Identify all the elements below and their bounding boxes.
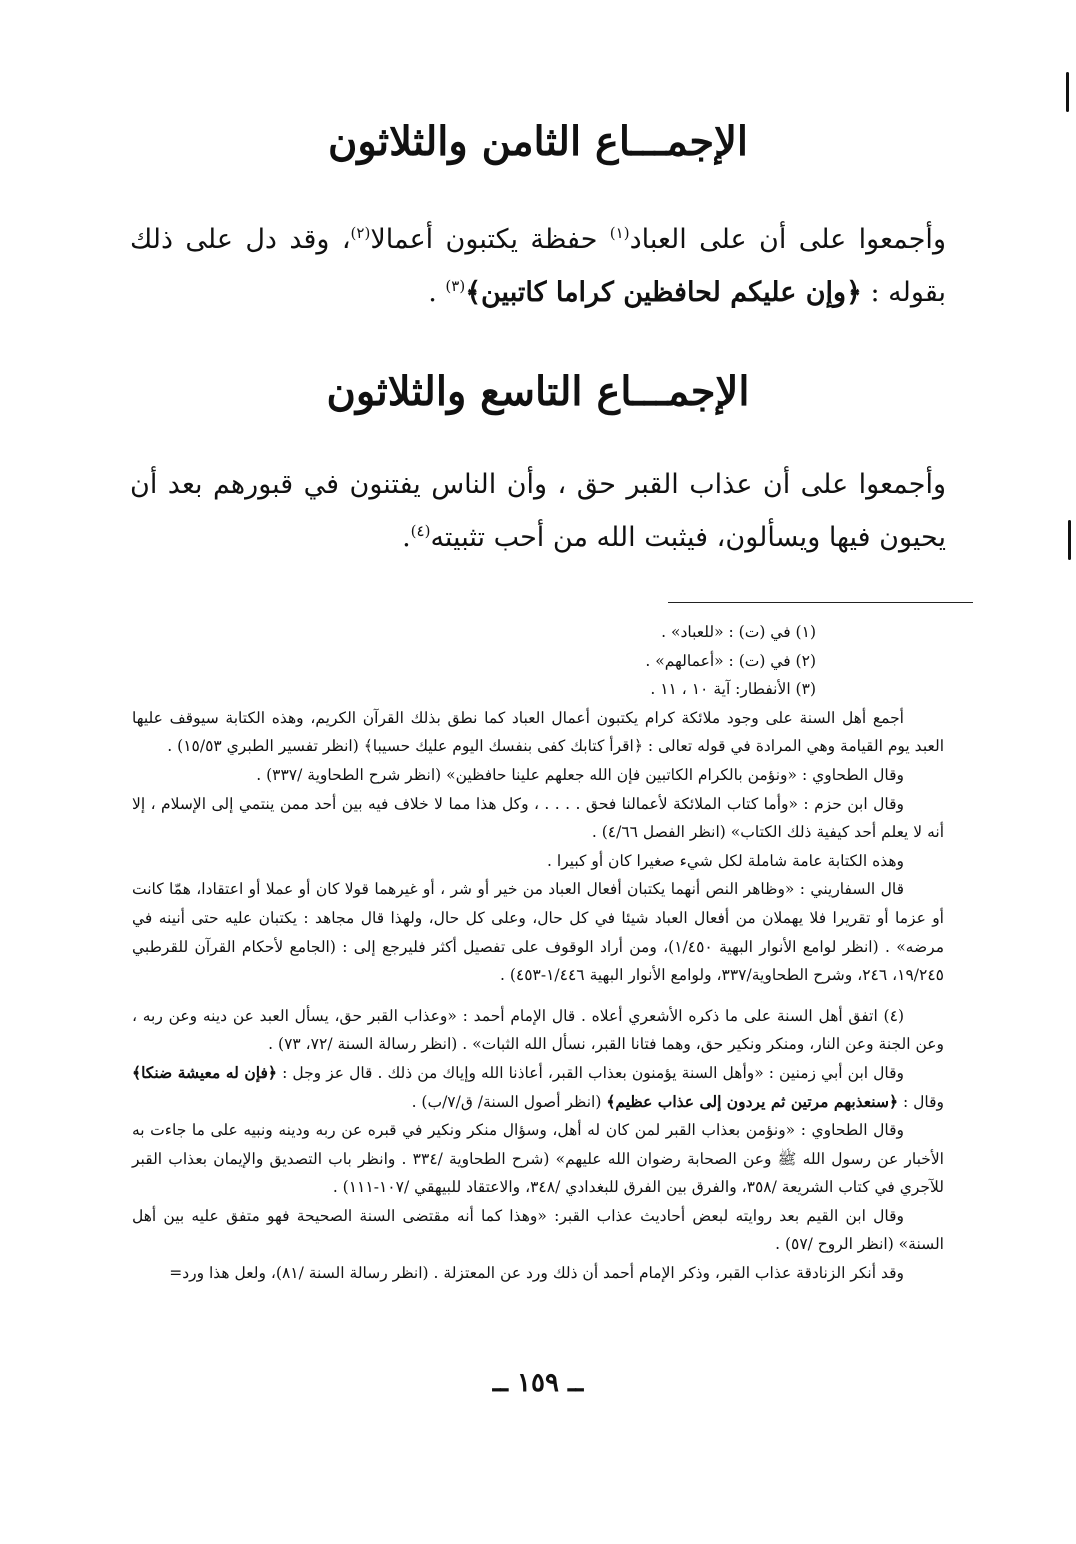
footnote-1: (١) في (ت) : «للعباد» . xyxy=(661,623,816,641)
footnote-ref-3[interactable]: (٣) xyxy=(445,277,466,295)
footnote-3-para-3: وقال ابن حزم : «وأما كتاب الملائكة لأعمالنا فحق . . . . ، وكل هذا مما لا خلاف فيه بين أحد ممن ينتمي إلى الإسلام ، إلا أنه لا يعلم أحد كيفية ذلك الكتاب» (انظر الفصل ٤/٦٦) . xyxy=(132,794,944,842)
text-38-after: ، وقد دل على ذلك بقوله : xyxy=(130,224,946,308)
footnote-4-para-2 xyxy=(132,1059,944,1116)
footnote-4-para-2-c: (انظر أصول السنة/ ق/٧/ب) . xyxy=(411,1092,607,1111)
footnotes xyxy=(132,618,944,1288)
footnote-4-para-2-b: وقال : xyxy=(898,1092,944,1111)
footnote-separator xyxy=(668,602,973,603)
footnote-4-para-2-a: وقال ابن أبي زمنين : «وأهل السنة يؤمنون بعذاب القبر، أعاذنا الله وإياك من ذلك . قال عز وجل : xyxy=(277,1063,905,1082)
page-number: ــ ١٥٩ ــ xyxy=(492,1368,584,1398)
scan-mark-middle xyxy=(1068,520,1071,560)
text-38-mid: حفظة يكتبون أعمالا xyxy=(370,224,610,255)
footnote-3-para-5: قال السفاريني : «وظاهر النص أنهما يكتبان أفعال العباد من خير أو شر ، أو غيرهما قولا كان أو عملا أو اعتقادا، همّا كانت أو عزما أو تقريرا فلا يهملان من أفعال العباد شيئا في كل حال، وعلى كل حال، ولهذا قال مجاهد : يكتبان عليه حتى أنينه في مرضه» . (انظر لوامع الأنوار البهية ١/٤٥٠)، ومن أراد الوقوف على تفصيل أكثر فليرجع إلى : (الجامع لأحكام القرآن للقرطبي ١٩/٢٤٥، ٢٤٦، وشرح الطحاوية/٣٣٧، ولوامع الأنوار البهية ١/٤٤٦-٤٥٣) . xyxy=(132,880,945,985)
footnote-4-para-1: (٤) اتفق أهل السنة على ما ذكره الأشعري أعلاه . قال الإمام أحمد : «وعذاب القبر حق، يسأل العبد عن دينه وعن ربه ، وعن الجنة وعن النار، ومنكر ونكير حق، وهما فتانا القبر، نسأل الله الثبات» . (انظر رسالة السنة /٧٢، ٧٣) . xyxy=(132,1006,944,1054)
text-38-before: وأجمعوا على أن على العباد xyxy=(629,224,946,255)
text-39-main: وأجمعوا على أن عذاب القبر حق ، وأن الناس يفتنون في قبورهم بعد أن يحيون فيها ويسألون، فيثبت الله من أحب تثبيته xyxy=(130,469,946,553)
footnote-3-para-1: أجمع أهل السنة على وجود ملائكة كرام يكتبون أعمال العباد كما نطق بذلك القرآن الكريم، وهذه الكتابة سيوقف عليها العبد يوم القيامة وهي المرادة في قوله تعالى : ﴿اقرأ كتابك كفى بنفسك اليوم عليك حسيبا﴾ (انظر تفسير الطبري ١٥/٥٣) . xyxy=(132,708,944,756)
footnote-2: (٢) في (ت) : «أعمالهم» . xyxy=(645,651,816,670)
paragraph-ijma-38 xyxy=(130,210,946,316)
footnote-3: (٣) الأنفطار: آية ١٠ ، ١١ . xyxy=(650,680,816,699)
quran-quote-38: ﴿وإن عليكم لحافظين كراما كاتبين﴾ xyxy=(465,277,862,308)
footnote-3-para-2: وقال الطحاوي : «ونؤمن بالكرام الكاتبين فإن الله جعلهم علينا حافظين» (انظر شرح الطحاوية /٣٣٧) . xyxy=(256,765,904,784)
footnote-ref-2[interactable]: (٢) xyxy=(350,224,371,242)
footnote-ref-1[interactable]: (١) xyxy=(609,224,630,242)
footnote-4-para-5: وقد أنكر الزنادقة عذاب القبر، وذكر الإمام أحمد أن ذلك ورد عن المعتزلة . (انظر رسالة السنة /٨١)، ولعل هذا ورد= xyxy=(169,1264,904,1283)
footnote-4-para-4: وقال ابن القيم بعد روايته لبعض أحاديث عذاب القبر: «وهذا كما أنه مقتضى السنة الصحيحة فهو متفق عليه بين أهل السنة» (انظر الروح /٥٧) . xyxy=(132,1206,944,1254)
heading-ijma-39: الإجمـــاع التاسع والثلاثون xyxy=(326,368,750,415)
footnote-3-para-4: وهذه الكتابة عامة شاملة لكل شيء صغيرا كان أو كبيرا . xyxy=(546,851,904,870)
text-38-end: . xyxy=(428,277,446,308)
paragraph-ijma-39 xyxy=(130,462,946,561)
footnote-ref-4[interactable]: (٤) xyxy=(410,522,431,540)
quran-quote-maisha: ﴿فإن له معيشة ضنكا﴾ xyxy=(132,1062,278,1082)
text-39-end: . xyxy=(402,522,411,553)
quran-quote-sanuadhibuhum: ﴿سنعذبهم مرتين ثم يردون إلى عذاب عظيم﴾ xyxy=(606,1091,899,1111)
scan-mark-top xyxy=(1066,72,1069,112)
heading-ijma-38: الإجمـــاع الثامن والثلاثون xyxy=(328,118,748,165)
footnote-4-para-3: وقال الطحاوي : «ونؤمن بعذاب القبر لمن كان له أهل، وسؤال منكر ونكير في قبره عن ربه ودينه ونبيه على ما جاءت به الأخبار عن رسول الله ﷺ وعن الصحابة رضوان الله عليهم» (شرح الطحاوية /٣٣٤ . وانظر باب التصديق والإيمان بعذاب القبر للآجري في كتاب الشريعة /٣٥٨، والفرق بين الفرق للبغدادي /٣٤٨، والاعتقاد للبيهقي /١٠٧-١١١) . xyxy=(132,1121,944,1197)
